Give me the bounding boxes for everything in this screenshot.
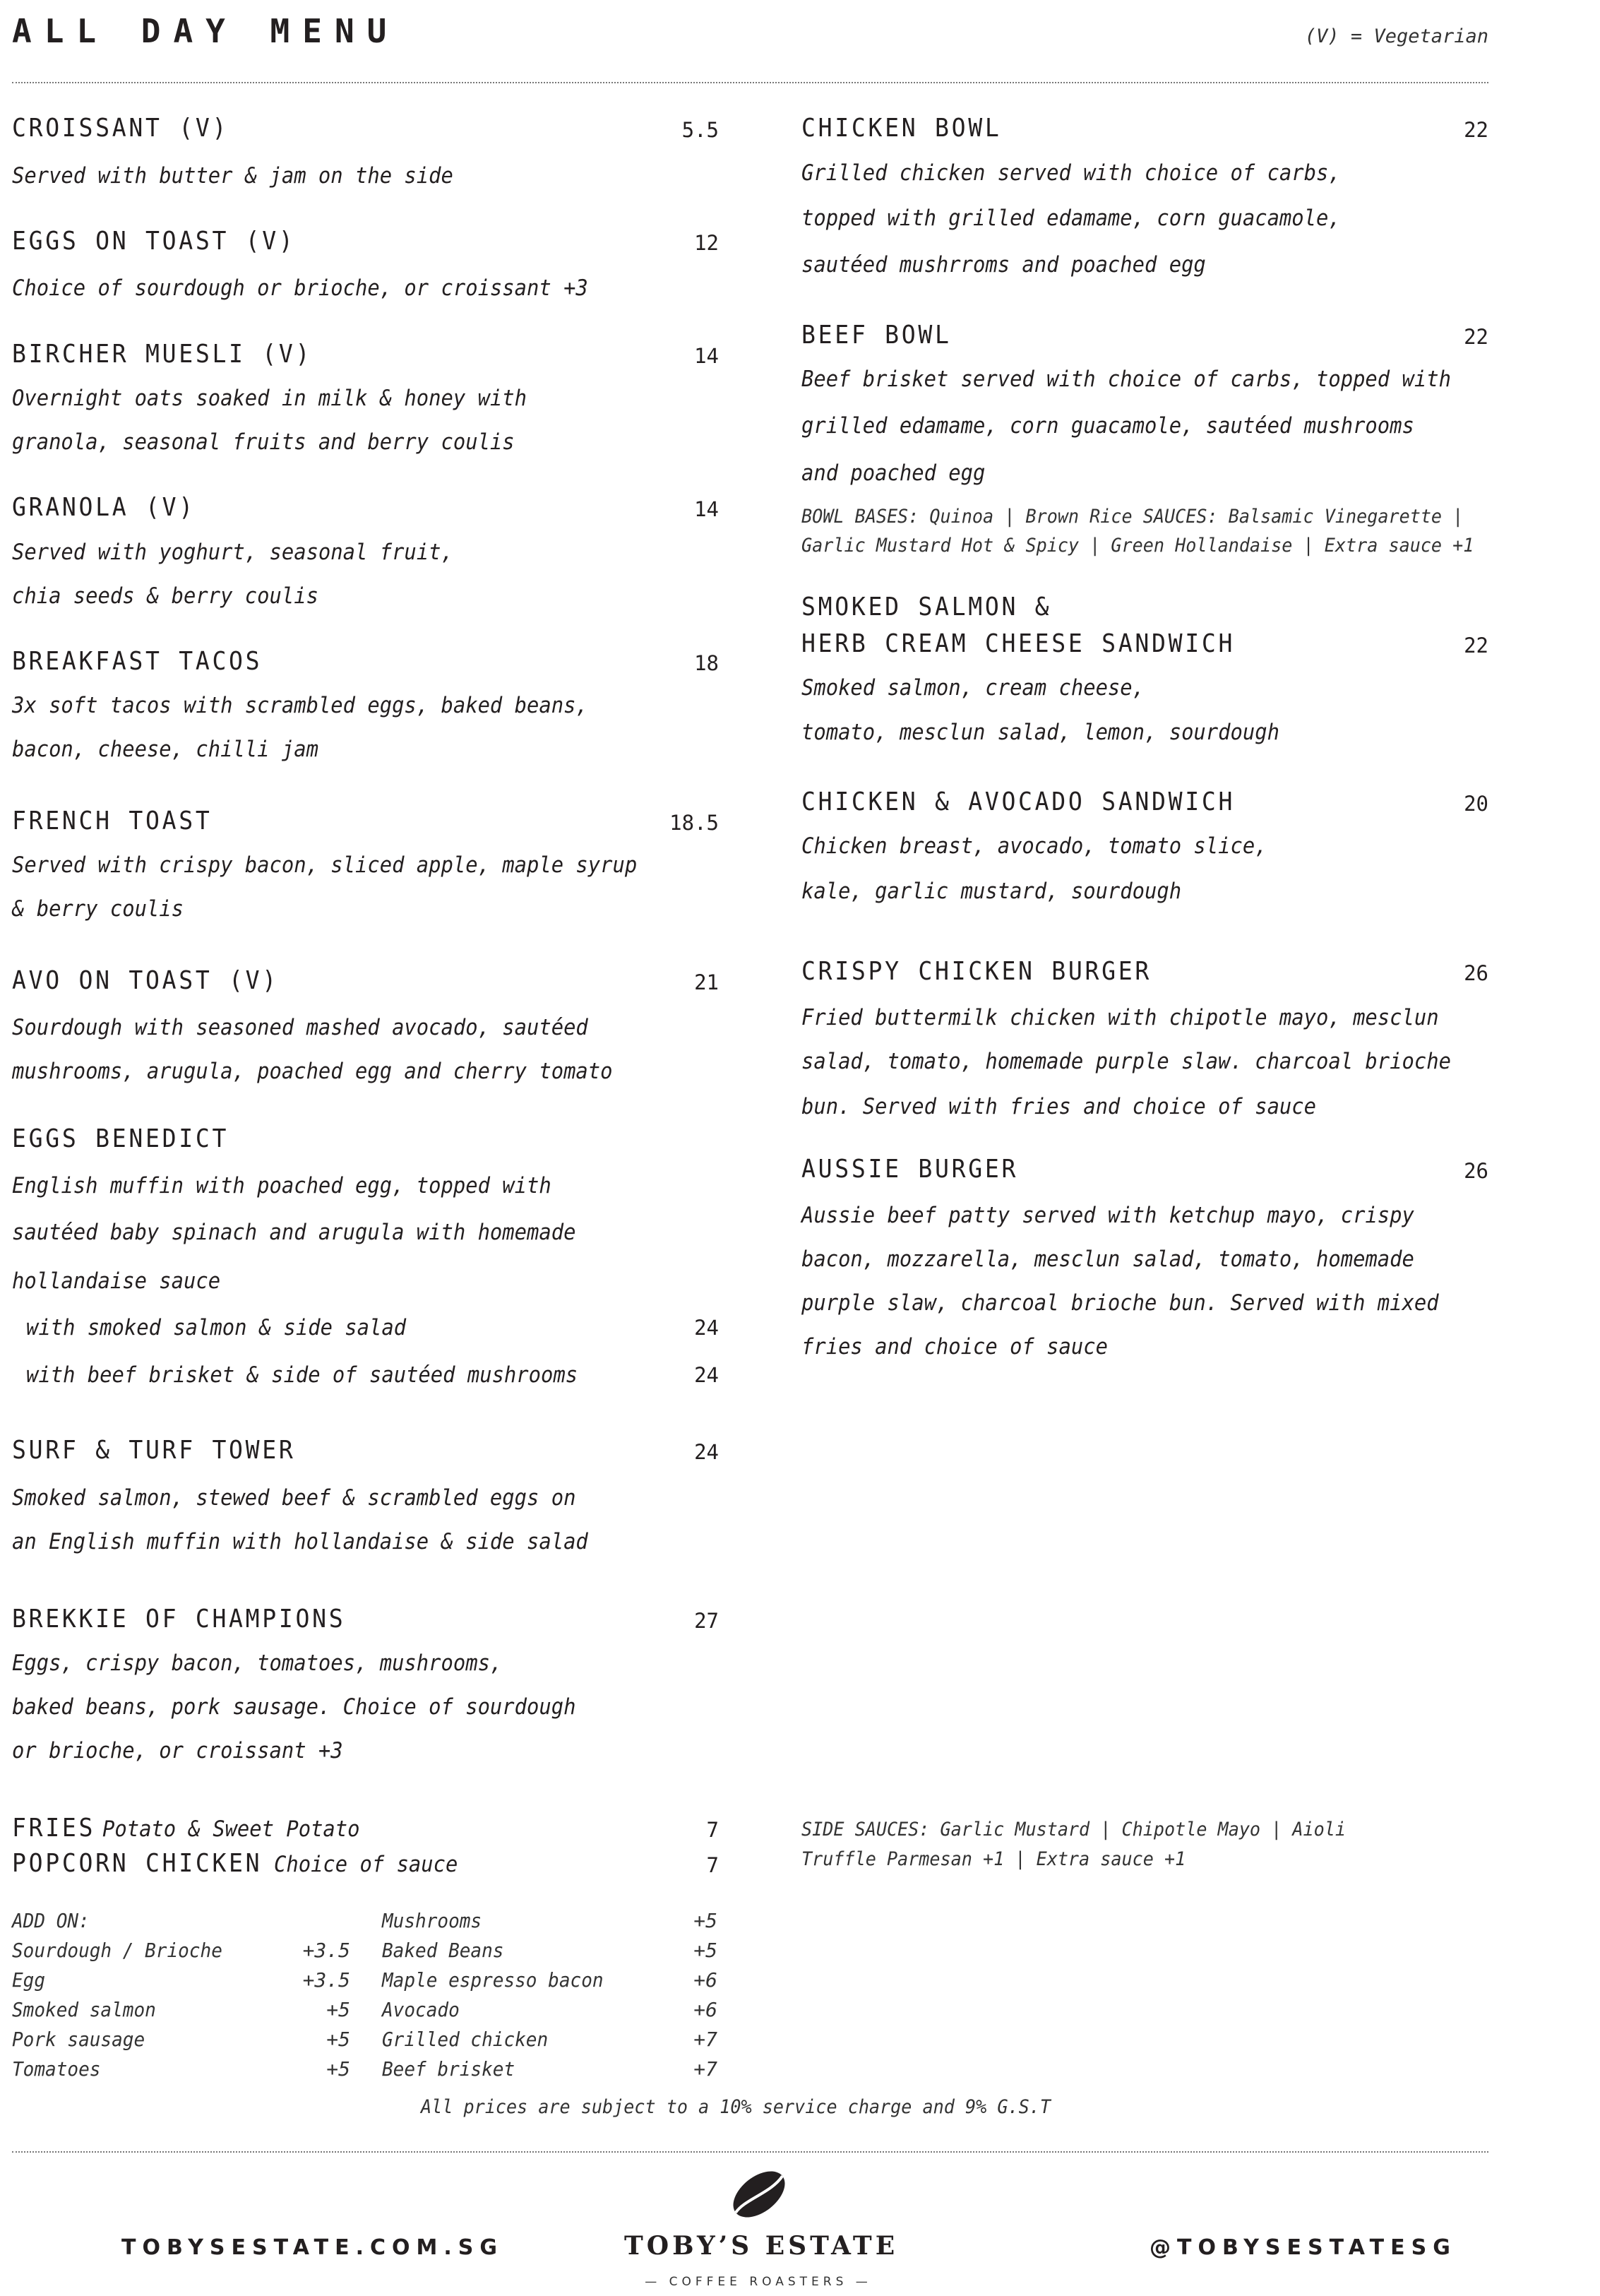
item-name: EGGS BENEDICT: [12, 1124, 229, 1153]
add-on-name: Pork sausage: [12, 2028, 145, 2051]
item-description: Smoked salmon, cream cheese,: [801, 675, 1145, 701]
item-price: 26: [1464, 961, 1488, 985]
add-on-name: Mushrooms: [382, 1909, 482, 1932]
page-title: ALL DAY MENU: [12, 12, 400, 50]
item-name: CRISPY CHICKEN BURGER: [801, 957, 1152, 986]
item-price: 20: [1464, 792, 1488, 816]
item-name: BEEF BOWL: [801, 321, 952, 350]
item-description: Aussie beef patty served with ketchup mayo, crispy: [801, 1203, 1414, 1228]
item-name: BIRCHER MUESLI (V): [12, 340, 313, 369]
add-on-name: Tomatoes: [12, 2057, 101, 2081]
item-description: Grilled chicken served with choice of carbs,: [801, 160, 1341, 186]
side-item-popcorn-chicken: [12, 1847, 472, 1881]
add-on-price: +7: [693, 2028, 717, 2051]
item-description: Served with butter & jam on the side: [12, 163, 453, 189]
item-name: SMOKED SALMON &: [801, 593, 1052, 621]
add-on-name: Baked Beans: [382, 1939, 504, 1962]
item-description: fries and choice of sauce: [801, 1334, 1108, 1360]
item-description: kale, garlic mustard, sourdough: [801, 879, 1182, 904]
item-price: 22: [1464, 325, 1488, 349]
item-description: bacon, cheese, chilli jam: [12, 737, 318, 762]
item-name: BREAKFAST TACOS: [12, 647, 263, 676]
add-on-price: +5: [326, 2028, 350, 2051]
item-description: Fried buttermilk chicken with chipotle mayo, mesclun: [801, 1005, 1439, 1030]
side-price: 7: [706, 1818, 719, 1842]
add-on-price: +6: [693, 1998, 717, 2021]
bowl-options-note: Garlic Mustard Hot & Spicy | Green Hollandaise | Extra sauce +1: [801, 535, 1474, 557]
item-description: granola, seasonal fruits and berry coulis: [12, 429, 515, 455]
add-on-name: Beef brisket: [382, 2057, 515, 2081]
brand-tagline: — COFFEE ROASTERS —: [645, 2275, 872, 2289]
item-description: chia seeds & berry coulis: [12, 583, 318, 609]
item-description: bacon, mozzarella, mesclun salad, tomato, homemade: [801, 1247, 1414, 1272]
add-on-name: Maple espresso bacon: [382, 1968, 604, 1992]
item-price: 27: [694, 1609, 719, 1633]
add-on-name: Avocado: [382, 1998, 460, 2021]
item-description: grilled edamame, corn guacamole, sautéed mushrooms: [801, 413, 1414, 439]
item-description: 3x soft tacos with scrambled eggs, baked beans,: [12, 693, 588, 718]
item-description: Choice of sourdough or brioche, or croissant +3: [12, 275, 588, 301]
side-note: Choice of sauce: [273, 1852, 458, 1877]
item-description: mushrooms, arugula, poached egg and cherry tomato: [12, 1059, 613, 1084]
add-on-price: +6: [693, 1968, 717, 1992]
add-on-price: +3.5: [302, 1968, 350, 1992]
item-name: CROISSANT (V): [12, 114, 229, 143]
add-on-price: +5: [326, 1998, 350, 2021]
side-name: POPCORN CHICKEN: [12, 1849, 263, 1878]
item-description: Served with crispy bacon, sliced apple, maple syrup: [12, 852, 638, 878]
item-name: CHICKEN & AVOCADO SANDWICH: [801, 787, 1236, 816]
add-on-name: Egg: [12, 1968, 46, 1992]
item-price: 22: [1464, 634, 1488, 658]
item-price: 18.5: [669, 811, 719, 835]
bottom-divider: [12, 2151, 1488, 2153]
item-price: 24: [694, 1440, 719, 1464]
add-on-price: +3.5: [302, 1939, 350, 1962]
item-price: 5.5: [681, 118, 719, 142]
bowl-options-note: BOWL BASES: Quinoa | Brown Rice SAUCES: Balsamic Vinegarette |: [801, 506, 1464, 528]
item-description: sautéed baby spinach and arugula with homemade: [12, 1220, 576, 1245]
item-description: baked beans, pork sausage. Choice of sourdough: [12, 1694, 576, 1720]
item-description: sautéed mushrroms and poached egg: [801, 252, 1206, 278]
item-description: & berry coulis: [12, 896, 184, 922]
item-price: 18: [694, 651, 719, 675]
variant-price: 24: [694, 1363, 719, 1387]
item-name: AVO ON TOAST (V): [12, 966, 279, 995]
pricing-disclaimer: All prices are subject to a 10% service charge and 9% G.S.T: [421, 2096, 1051, 2118]
side-name: FRIES: [12, 1814, 96, 1843]
item-description: Smoked salmon, stewed beef & scrambled eggs on: [12, 1485, 576, 1511]
side-note: Potato & Sweet Potato: [102, 1816, 360, 1842]
item-description: Beef brisket served with choice of carbs, topped with: [801, 367, 1451, 392]
item-name: BREKKIE OF CHAMPIONS: [12, 1605, 346, 1634]
item-description: salad, tomato, homemade purple slaw. charcoal brioche: [801, 1049, 1451, 1074]
item-description: Sourdough with seasoned mashed avocado, sautéed: [12, 1015, 588, 1040]
add-on-name: Sourdough / Brioche: [12, 1939, 222, 1962]
variant-label: with smoked salmon & side salad: [26, 1315, 407, 1340]
variant-price: 24: [694, 1316, 719, 1340]
item-name: SURF & TURF TOWER: [12, 1436, 296, 1465]
item-description: hollandaise sauce: [12, 1268, 221, 1294]
coffee-bean-icon: [727, 2167, 791, 2222]
item-name: GRANOLA (V): [12, 493, 196, 522]
website-link[interactable]: TOBYSESTATE.COM.SG: [121, 2235, 503, 2260]
add-on-price: +5: [693, 1939, 717, 1962]
add-on-name: Smoked salmon: [12, 1998, 156, 2021]
item-name: EGGS ON TOAST (V): [12, 227, 296, 256]
item-price: 22: [1464, 118, 1488, 142]
vegetarian-legend: (V) = Vegetarian: [1304, 25, 1488, 47]
item-price: 26: [1464, 1159, 1488, 1183]
item-price: 12: [694, 231, 719, 255]
add-on-price: +7: [693, 2057, 717, 2081]
item-description: purple slaw, charcoal brioche bun. Served with mixed: [801, 1290, 1439, 1316]
side-item-fries: [12, 1812, 379, 1845]
social-handle-link[interactable]: @TOBYSESTATESG: [1150, 2235, 1457, 2260]
side-price: 7: [706, 1853, 719, 1877]
add-on-name: Grilled chicken: [382, 2028, 549, 2051]
item-description: and poached egg: [801, 460, 986, 486]
item-description: Served with yoghurt, seasonal fruit,: [12, 540, 453, 565]
item-price: 14: [694, 344, 719, 368]
item-name: FRENCH TOAST: [12, 807, 213, 835]
item-description: Chicken breast, avocado, tomato slice,: [801, 833, 1267, 859]
add-on-price: +5: [693, 1909, 717, 1932]
item-description: bun. Served with fries and choice of sauce: [801, 1094, 1317, 1119]
side-sauces-note: Truffle Parmesan +1 | Extra sauce +1: [801, 1848, 1186, 1870]
item-description: tomato, mesclun salad, lemon, sourdough: [801, 720, 1279, 745]
item-description: topped with grilled edamame, corn guacamole,: [801, 206, 1341, 231]
item-name: CHICKEN BOWL: [801, 114, 1002, 143]
item-price: 21: [694, 970, 719, 994]
item-description: Overnight oats soaked in milk & honey with: [12, 386, 527, 411]
item-name: AUSSIE BURGER: [801, 1155, 1019, 1184]
item-description: an English muffin with hollandaise & side salad: [12, 1529, 588, 1554]
add-on-price: +5: [326, 2057, 350, 2081]
item-description: English muffin with poached egg, topped with: [12, 1173, 551, 1198]
variant-label: with beef brisket & side of sautéed mushrooms: [26, 1362, 578, 1388]
item-description: or brioche, or croissant +3: [12, 1738, 343, 1763]
side-sauces-note: SIDE SAUCES: Garlic Mustard | Chipotle Mayo | Aioli: [801, 1819, 1346, 1840]
item-price: 14: [694, 497, 719, 521]
brand-name: TOBY’S ESTATE: [624, 2231, 899, 2261]
top-divider: [12, 82, 1488, 83]
item-name: HERB CREAM CHEESE SANDWICH: [801, 629, 1236, 658]
add-on-label: ADD ON:: [12, 1909, 90, 1932]
item-description: Eggs, crispy bacon, tomatoes, mushrooms,: [12, 1650, 503, 1676]
